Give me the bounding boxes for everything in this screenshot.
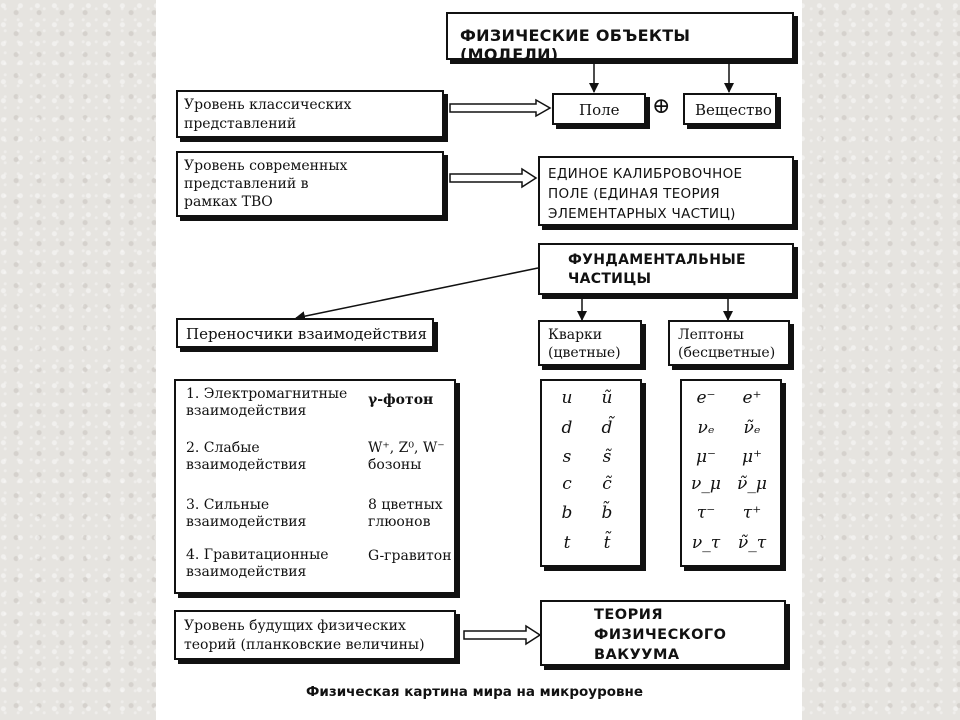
antilepton-nu-e: ν̃ₑ <box>743 418 761 438</box>
arrow-modern-to-unified <box>450 169 536 187</box>
lepton-nu-mu: ν_μ <box>691 474 721 494</box>
interaction-carrier-2: W⁺, Z⁰, W⁻ бозоны <box>368 440 445 473</box>
modern-level-box <box>176 151 444 217</box>
antilepton-nu-mu: ν̃_μ <box>737 474 767 494</box>
antiquark-c: c̃ <box>602 474 612 494</box>
quarks-header-box <box>538 320 642 366</box>
interaction-carrier-1: γ-фотон <box>368 392 434 408</box>
matter-box <box>683 93 777 125</box>
field-label: Поле <box>579 101 620 119</box>
interaction-name-4: 4. Гравитационные взаимодействия <box>186 547 329 580</box>
quarks-header-label: Кварки (цветные) <box>548 327 621 361</box>
arrow-future-to-vacuum <box>464 626 540 644</box>
interaction-carrier-3: 8 цветных глюонов <box>368 497 443 530</box>
antiquark-u: ũ <box>601 388 613 408</box>
carriers-header-label: Переносчики взаимодействия <box>186 325 427 343</box>
interaction-name-1: 1. Электромагнитные взаимодействия <box>186 386 348 419</box>
quark-d: d <box>561 418 573 438</box>
antilepton-tau: τ⁺ <box>742 503 762 523</box>
antiquark-b: b̃ <box>601 503 613 523</box>
lepton-muon: μ⁻ <box>695 447 717 467</box>
physical-objects-title: ФИЗИЧЕСКИЕ ОБЪЕКТЫ (МОДЕЛИ) <box>460 26 691 64</box>
field-box <box>552 93 646 125</box>
classical-level-label: Уровень классических представлений <box>184 97 352 132</box>
antilepton-muon: μ⁺ <box>741 447 763 467</box>
arrow-to-carriers <box>296 268 538 318</box>
lepton-nu-e: νₑ <box>697 418 715 438</box>
figure-caption: Физическая картина мира на микроуровне <box>306 684 644 700</box>
antiquark-t: t̃ <box>603 533 611 553</box>
physical-vacuum-box <box>540 600 786 666</box>
carriers-header-box <box>176 318 434 348</box>
physical-vacuum-label: ТЕОРИЯ ФИЗИЧЕСКОГО ВАКУУМА <box>594 607 727 663</box>
quark-u: u <box>561 388 573 408</box>
antiquark-s: s̃ <box>602 447 612 467</box>
unified-field-label: ЕДИНОЕ КАЛИБРОВОЧНОЕ ПОЛЕ (ЕДИНАЯ ТЕОРИЯ ЭЛЕМЕНТАРНЫХ ЧАСТИЦ) <box>548 166 743 222</box>
quark-t: t <box>563 533 571 553</box>
physical-objects-box <box>446 12 794 64</box>
antilepton-positron: e⁺ <box>742 388 762 408</box>
matter-label: Вещество <box>695 101 772 119</box>
fundamental-particles-box <box>538 243 794 295</box>
lepton-tau: τ⁻ <box>696 503 716 523</box>
quark-b: b <box>561 503 573 523</box>
unified-field-box <box>538 156 794 226</box>
lepton-electron: e⁻ <box>696 388 716 408</box>
leptons-header-box <box>668 320 790 366</box>
leptons-header-label: Лептоны (бесцветные) <box>678 327 776 361</box>
quark-c: c <box>562 474 572 494</box>
classical-level-box <box>176 90 444 138</box>
antiquark-d: d̃ <box>601 418 613 438</box>
oplus-symbol: ⊕ <box>652 94 671 119</box>
antilepton-nu-tau: ν̃_τ <box>737 533 767 553</box>
quark-s: s <box>562 447 572 467</box>
future-level-box <box>174 610 456 660</box>
interaction-name-3: 3. Сильные взаимодействия <box>186 497 307 530</box>
future-level-label: Уровень будущих физических теорий (планковские величины) <box>184 618 425 653</box>
arrow-classical-to-field <box>450 100 550 116</box>
interaction-name-2: 2. Слабые взаимодействия <box>186 440 307 473</box>
modern-level-label: Уровень современных представлений в рамках ТВО <box>184 158 348 210</box>
interaction-carrier-4: G-гравитон <box>368 548 452 564</box>
lepton-nu-tau: ν_τ <box>691 533 721 553</box>
fundamental-particles-label: ФУНДАМЕНТАЛЬНЫЕ ЧАСТИЦЫ <box>568 252 746 287</box>
